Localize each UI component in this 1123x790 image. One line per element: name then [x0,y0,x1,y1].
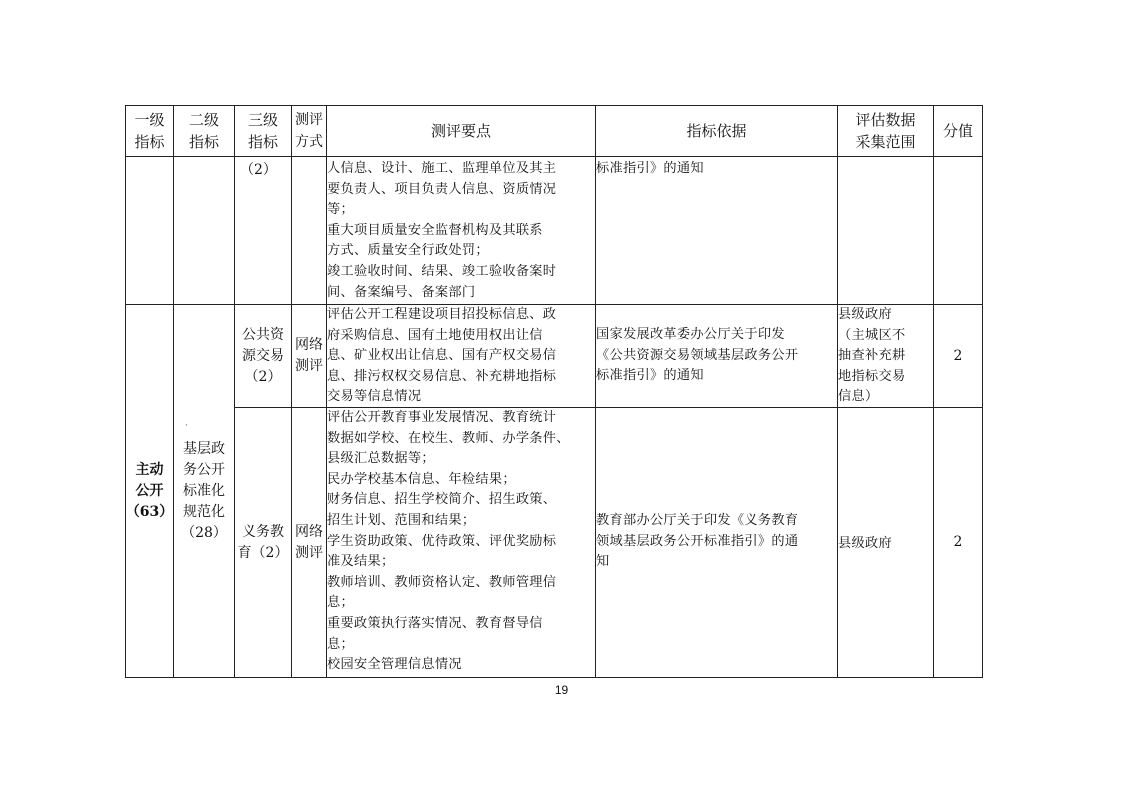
continued-basis: 标准指引》的通知 [596,161,704,176]
header-level2-indicator: 二级 指标 [188,111,219,151]
score-compulsory-education: 2 [953,534,963,550]
header-key-points: 测评要点 [430,122,491,140]
level3-compulsory-education: 义务教 育（2） [237,523,289,561]
key-points-public-resources: 评估公开工程建设项目招投标信息、政 府采购信息、国有土地使用权出让信 息、矿业权出让信息、国有产权交易信 息、排污权权交易信息、补充耕地指标 交易等信息情况 [327,307,557,405]
level2-standardization: 基层政 务公开 标准化 规范化 （28） [181,440,227,541]
scope-compulsory-education: 县级政府 [838,536,892,551]
basis-public-resources: 国家发展改革委办公厅关于印发 《公共资源交易领域基层政务公开 标准指引》的通知 [596,327,799,384]
stray-mark: · [185,421,188,431]
evaluation-table [125,105,983,678]
page-number: 19 [554,683,569,697]
basis-compulsory-education: 教育部办公厅关于印发《义务教育 领域基层政务公开标准指引》的通 知 [596,513,799,570]
header-data-scope: 评估数据 采集范围 [855,111,916,151]
header-level3-indicator: 三级 指标 [247,111,278,151]
header-score: 分值 [942,122,973,140]
method-compulsory-education: 网络 测评 [295,523,323,561]
method-public-resources: 网络 测评 [295,337,323,374]
scope-public-resources: 县级政府 （主城区不 抽查补充耕 地指标交易 信息） [838,307,906,405]
level1-proactive-disclosure: 主动 公开 （63） [125,461,174,520]
header-level1-indicator: 一级 指标 [134,111,165,151]
header-method: 测评 方式 [295,112,323,150]
level3-public-resources: 公共资 源交易 （2） [242,326,284,385]
header-basis: 指标依据 [686,122,747,140]
key-points-compulsory-education: 评估公开教育事业发展情况、教育统计 数据如学校、在校生、教师、办学条件、 县级汇总数据等； 民办学校基本信息、年检结果； 财务信息、招生学校简介、招生政策、 招生计划、范围和结果； 学生资助政策、优待政策、评优奖励标 准及结果； 教师培训、教师资格认定、教师管理信 息； 重要政策执行落实情况、教育督导信 息； 校园安全管理信息情况 [327,410,570,673]
score-public-resources: 2 [953,347,963,364]
continued-key-points: 人信息、设计、施工、监理单位及其主 要负责人、项目负责人信息、资质情况 等； 重大项目质量安全监督机构及其联系 方式、质量安全行政处罚； 竣工验收时间、结果、竣工验收备案时 间、备案编号、备案部门 [327,161,557,300]
continued-level3-score: （2） [240,162,277,178]
